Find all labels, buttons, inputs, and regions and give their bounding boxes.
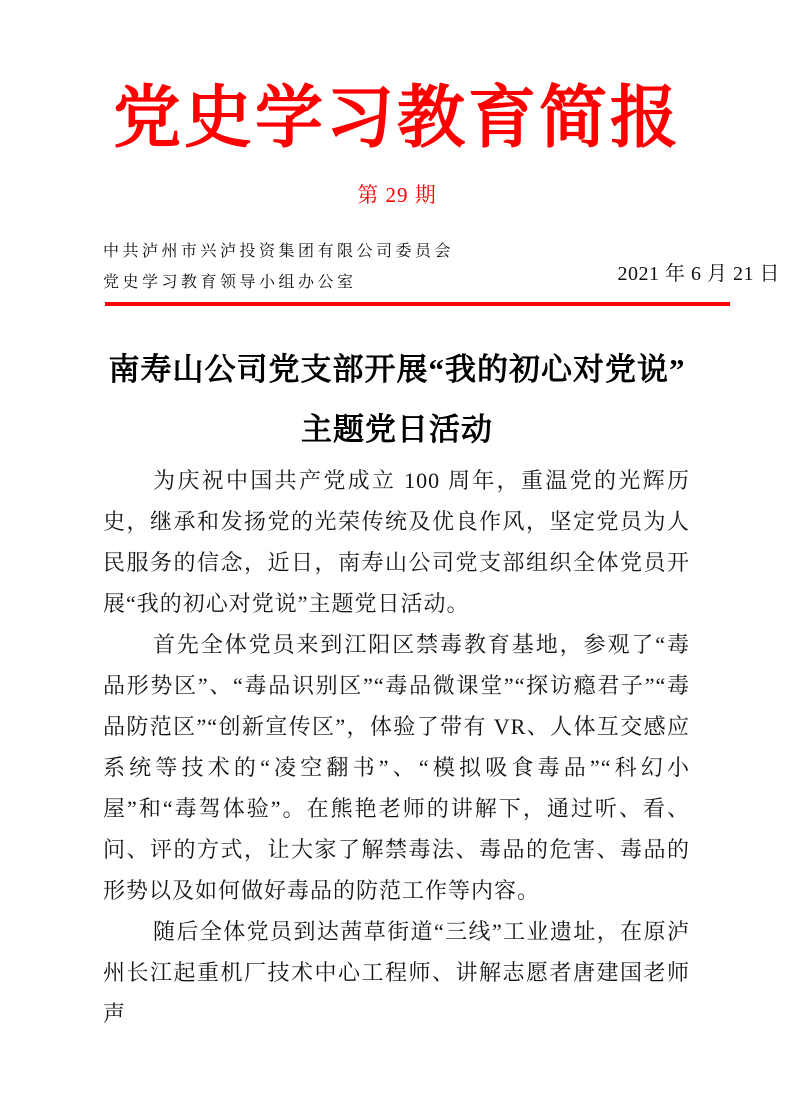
header-divider-rule [105,302,730,306]
body-paragraph: 首先全体党员来到江阳区禁毒教育基地，参观了“毒品形势区”、“毒品识别区”“毒品微课堂”“探访瘾君子”“毒品防范区”“创新宣传区”，体验了带有 VR、人体互交感应系统等技术的“凌空翻书”、“模拟吸食毒品”“科幻小屋”和“毒驾体验”。在熊艳老师的讲解下，通过听、看、问、评的方式，让大家了解禁毒法、毒品的危害、毒品的形势以及如何做好毒品的防范工作等内容。 [103,632,690,903]
document-header [103,236,780,298]
body-paragraph: 为庆祝中国共产党成立 100 周年，重温党的光辉历史，继承和发扬党的光荣传统及优良作风，坚定党员为人民服务的信念，近日，南寿山公司党支部组织全体党员开展“我的初心对党说”主题党日活动。 [103,468,690,616]
issuing-org [103,236,454,298]
article-title-line2: 主题党日活动 [301,412,493,447]
article-title-line1: 南寿山公司党支部开展“我的初心对党说” [108,352,686,387]
issue-date: 2021 年 6 月 21 日 [617,262,780,285]
bulletin-title: 党史学习教育简报 [112,80,681,156]
article-title [60,340,734,460]
issuing-org-line2: 党史学习教育领导小组办公室 [103,274,357,291]
issuing-org-line1: 中共泸州市兴泸投资集团有限公司委员会 [103,243,455,260]
article-body [103,460,690,1034]
body-paragraph: 随后全体党员到达茜草街道“三线”工业遗址，在原泸州长江起重机厂技术中心工程师、讲解志愿者唐建国老师声 [103,919,690,1026]
issue-number: 第 29 期 [357,183,437,207]
